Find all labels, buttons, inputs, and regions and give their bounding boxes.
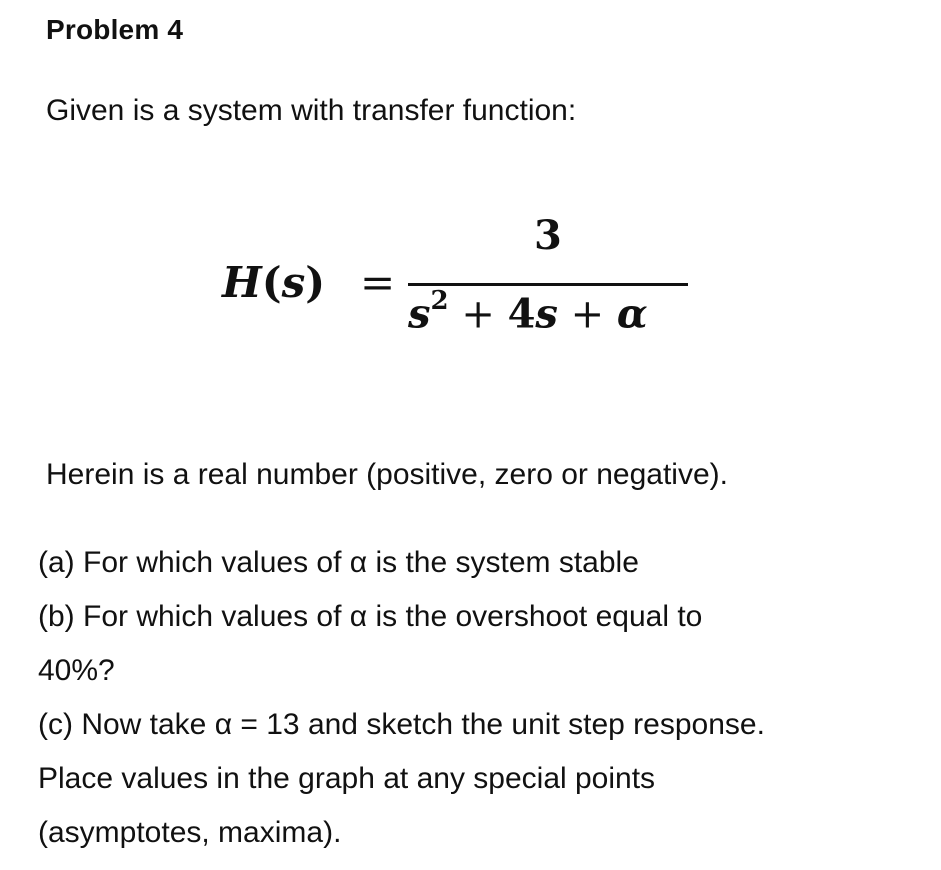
lhs-open-paren: (: [261, 258, 282, 307]
question-line: (b) For which values of α is the overshoot equal to: [38, 600, 703, 633]
den-coefficient: 4: [507, 290, 536, 338]
transfer-function-equation: [222, 208, 702, 348]
question-list: [38, 536, 918, 860]
alpha-note: Herein is a real number (positive, zero or negative).: [46, 458, 728, 491]
lhs-close-paren: ): [305, 258, 326, 307]
equation-lhs: [222, 258, 325, 307]
den-alpha: α: [616, 290, 648, 338]
fraction-bar: [408, 283, 688, 286]
question-line: (c) Now take α = 13 and sketch the unit step response.: [38, 708, 765, 741]
question-line: Place values in the graph at any special points: [38, 762, 656, 795]
lhs-variable: s: [281, 258, 306, 307]
den-exponent: 2: [430, 286, 449, 316]
intro-text: Given is a system with transfer function:: [46, 94, 577, 127]
den-s-term: s: [408, 290, 431, 338]
fraction-numerator: 3: [534, 212, 562, 259]
lhs-function-name: H: [222, 258, 262, 307]
question-line: (a) For which values of α is the system stable: [38, 546, 639, 579]
question-line: (asymptotes, maxima).: [38, 816, 342, 849]
den-plus-1: +: [448, 291, 508, 338]
equals-sign: =: [360, 258, 396, 307]
den-plus-2: +: [557, 291, 617, 338]
den-s-linear: s: [535, 290, 558, 338]
problem-heading: Problem 4: [46, 14, 184, 45]
fraction-denominator: [408, 286, 648, 338]
question-line: 40%?: [38, 654, 115, 687]
